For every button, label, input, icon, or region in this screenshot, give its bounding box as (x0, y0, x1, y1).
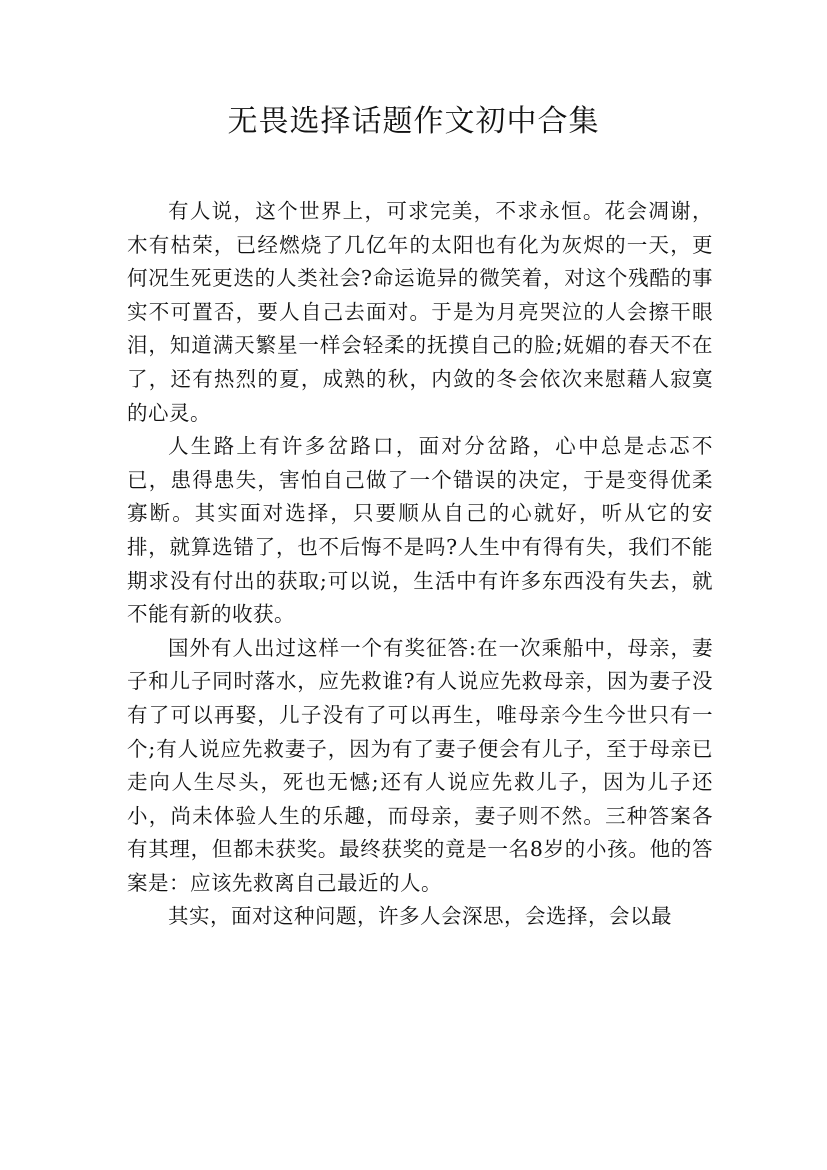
document-body (127, 195, 713, 934)
paragraph: 国外有人出过这样一个有奖征答:在一次乘船中，母亲，妻子和儿子同时落水，应先救谁?有人说应先救母亲，因为妻子没有了可以再娶，儿子没有了可以再生，唯母亲今生今世只有一个;有人说应先救妻子，因为有了妻子便会有儿子，至于母亲已走向人生尽头，死也无憾;还有人说应先救儿子，因为儿子还小，尚未体验人生的乐趣，而母亲，妻子则不然。三种答案各有其理，但都未获奖。最终获奖的竟是一名8岁的小孩。他的答案是：应该先救离自己最近的人。 (127, 635, 713, 895)
paragraph: 其实，面对这种问题，许多人会深思，会选择，会以最 (168, 904, 672, 929)
document-title: 无畏选择话题作文初中合集 (227, 104, 600, 139)
paragraph: 人生路上有许多岔路口，面对分岔路，心中总是忐忑不已，患得患失，害怕自己做了一个错误的决定，于是变得优柔寡断。其实面对选择，只要顺从自己的心就好，听从它的安排，就算选错了，也不后悔不是吗?人生中有得有失，我们不能期求没有付出的获取;可以说，生活中有许多东西没有失去，就不能有新的收获。 (127, 434, 713, 627)
paragraph: 有人说，这个世界上，可求完美，不求永恒。花会凋谢，木有枯荣，已经燃烧了几亿年的太阳也有化为灰烬的一天，更何况生死更迭的人类社会?命运诡异的微笑着，对这个残酷的事实不可置否，要人自己去面对。于是为月亮哭泣的人会擦干眼泪，知道满天繁星一样会轻柔的抚摸自己的脸;妩媚的春天不在了，还有热烈的夏，成熟的秋，内敛的冬会依次来慰藉人寂寞的心灵。 (127, 199, 713, 425)
